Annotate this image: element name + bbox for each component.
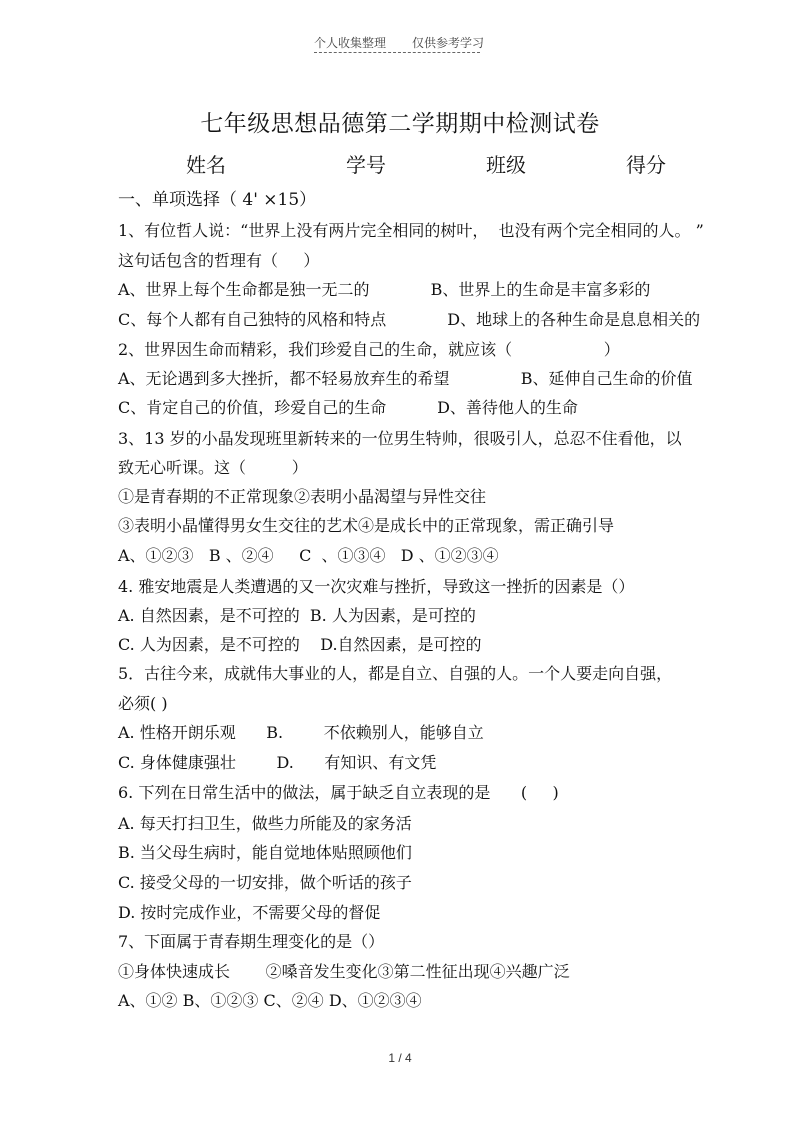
question-line: 必须( )	[118, 694, 168, 713]
option-line: A. 每天打扫卫生，做些力所能及的家务活	[118, 814, 412, 833]
option-line: D. 按时完成作业，不需要父母的督促	[118, 903, 381, 922]
question-line: 6. 下列在日常生活中的做法，属于缺乏自立表现的是 ( )	[118, 783, 559, 802]
option-line: A. 性格开朗乐观 B. 不依赖别人，能够自立	[118, 723, 484, 742]
statement-line: ①是青春期的不正常现象②表明小晶渴望与异性交往	[118, 487, 487, 506]
page-header	[314, 34, 485, 51]
statement-line: ①身体快速成长 ②嗓音发生变化③第二性征出现④兴趣广泛	[118, 962, 570, 981]
section-heading: 一、单项选择（ 4' ×15）	[118, 190, 317, 210]
option-line: B. 当父母生病时，能自觉地体贴照顾他们	[118, 843, 412, 862]
option-line: A、无论遇到多大挫折，都不轻易放弃生的希望 B、延伸自己生命的价值	[118, 369, 693, 388]
document-title: 七年级思想品德第二学期期中检测试卷	[200, 111, 600, 137]
question-line: 4. 雅安地震是人类遭遇的又一次灾难与挫折，导致这一挫折的因素是（）	[118, 577, 635, 596]
option-line: C. 身体健康强壮 D. 有知识、有文凭	[118, 753, 437, 772]
page-number: 1 / 4	[388, 1051, 412, 1065]
option-line: C. 人为因素，是不可控的 D.自然因素，是可控的	[118, 635, 482, 654]
score-field-label: 得分	[626, 153, 666, 177]
class-field-label: 班级	[486, 153, 526, 177]
option-line: A、①② B、①②③ C、②④ D、①②③④	[118, 991, 422, 1010]
student-id-field-label: 学号	[346, 153, 386, 177]
question-line: 致无心听课。这（ ）	[118, 458, 308, 477]
question-line: 3、13 岁的小晶发现班里新转来的一位男生特帅，很吸引人，总忍不住看他，以	[118, 429, 682, 448]
question-line: 1、有位哲人说：“世界上没有两片完全相同的树叶， 也没有两个完全相同的人。 ”	[118, 221, 704, 240]
name-field-label: 姓名	[186, 153, 226, 177]
header-right-text: 仅供参考学习	[412, 36, 485, 50]
header-divider	[314, 52, 480, 53]
question-line: 2、世界因生命而精彩，我们珍爱自己的生命，就应该（ ）	[118, 340, 620, 359]
header-left-text: 个人收集整理	[314, 36, 387, 50]
question-line: 5．古往今来，成就伟大事业的人，都是自立、自强的人。一个人要走向自强，	[118, 664, 673, 683]
option-line: A、世界上每个生命都是独一无二的 B、世界上的生命是丰富多彩的	[118, 280, 651, 299]
option-line: A. 自然因素，是不可控的 B. 人为因素，是可控的	[118, 606, 476, 625]
question-line: 7、下面属于青春期生理变化的是（）	[118, 932, 385, 951]
statement-line: ③表明小晶懂得男女生交往的艺术④是成长中的正常现象，需正确引导	[118, 516, 615, 535]
option-line: C、肯定自己的价值，珍爱自己的生命 D、善待他人的生命	[118, 398, 578, 417]
option-line: C. 接受父母的一切安排，做个听话的孩子	[118, 873, 412, 892]
option-line: C、每个人都有自己独特的风格和特点 D、地球上的各种生命是息息相关的	[118, 310, 701, 329]
question-line: 这句话包含的哲理有（ ）	[118, 251, 320, 270]
option-line: A、①②③ B 、②④ C 、①③④ D 、①②③④	[118, 546, 499, 565]
